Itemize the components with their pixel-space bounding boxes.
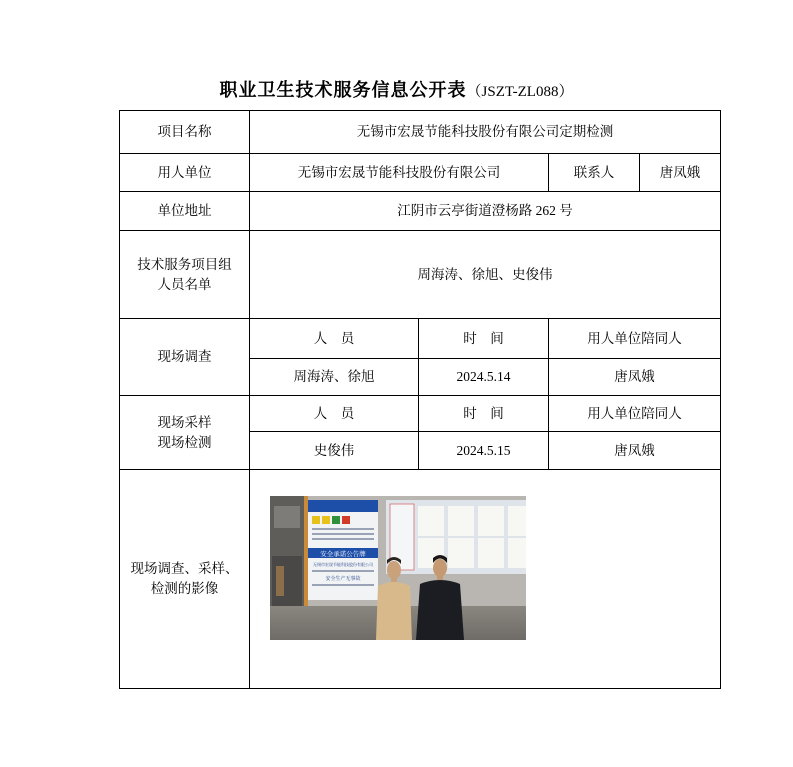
images-cell	[250, 470, 721, 689]
images-label	[120, 470, 250, 689]
survey-header-escort: 用人单位陪同人	[549, 319, 721, 359]
survey-header-time: 时 间	[419, 319, 549, 359]
row-images	[120, 470, 721, 689]
document-title	[0, 76, 793, 102]
survey-time: 2024.5.14	[419, 359, 549, 396]
row-survey-header	[120, 319, 721, 359]
sampling-personnel: 史俊伟	[250, 432, 419, 470]
team-label	[120, 231, 250, 319]
address-value: 江阴市云亭街道澄杨路 262 号	[250, 192, 721, 231]
row-employer	[120, 154, 721, 192]
team-label-line2: 人员名单	[157, 276, 212, 293]
board-line1: 无锡市宏晟节能科技股份有限公司	[313, 562, 373, 567]
row-sampling-header	[120, 396, 721, 432]
employer-value: 无锡市宏晟节能科技股份有限公司	[250, 154, 549, 192]
site-photo	[270, 496, 526, 640]
team-label-line1: 技术服务项目组	[137, 256, 232, 273]
survey-header-personnel: 人 员	[250, 319, 419, 359]
images-label-line1: 现场调查、采样、	[130, 561, 239, 577]
contact-label: 联系人	[549, 154, 640, 192]
sampling-label-line1: 现场采样	[157, 414, 212, 431]
row-project-name	[120, 111, 721, 154]
board-line2: 安全生产无事故	[325, 576, 361, 582]
sampling-header-personnel: 人 员	[250, 396, 419, 432]
employer-label: 用人单位	[120, 154, 250, 192]
images-label-line2: 检测的影像	[150, 581, 219, 597]
survey-personnel: 周海涛、徐旭	[250, 359, 419, 396]
sampling-label	[120, 396, 250, 470]
title-text: 职业卫生技术服务信息公开表	[219, 80, 467, 101]
project-name-value: 无锡市宏晟节能科技股份有限公司定期检测	[250, 111, 721, 154]
contact-value: 唐凤娥	[640, 154, 721, 192]
sampling-header-time: 时 间	[419, 396, 549, 432]
board-heading: 安全承诺公告牌	[320, 550, 366, 558]
document-code: （JSZT-ZL088）	[466, 84, 574, 100]
info-table	[119, 110, 721, 689]
sampling-header-escort: 用人单位陪同人	[549, 396, 721, 432]
address-label: 单位地址	[120, 192, 250, 231]
team-value: 周海涛、徐旭、史俊伟	[250, 231, 721, 319]
sampling-label-line2: 现场检测	[157, 434, 212, 451]
survey-escort: 唐凤娥	[549, 359, 721, 396]
row-address	[120, 192, 721, 231]
sampling-escort: 唐凤娥	[549, 432, 721, 470]
sampling-time: 2024.5.15	[419, 432, 549, 470]
row-team	[120, 231, 721, 319]
survey-label: 现场调查	[120, 319, 250, 396]
project-name-label: 项目名称	[120, 111, 250, 154]
